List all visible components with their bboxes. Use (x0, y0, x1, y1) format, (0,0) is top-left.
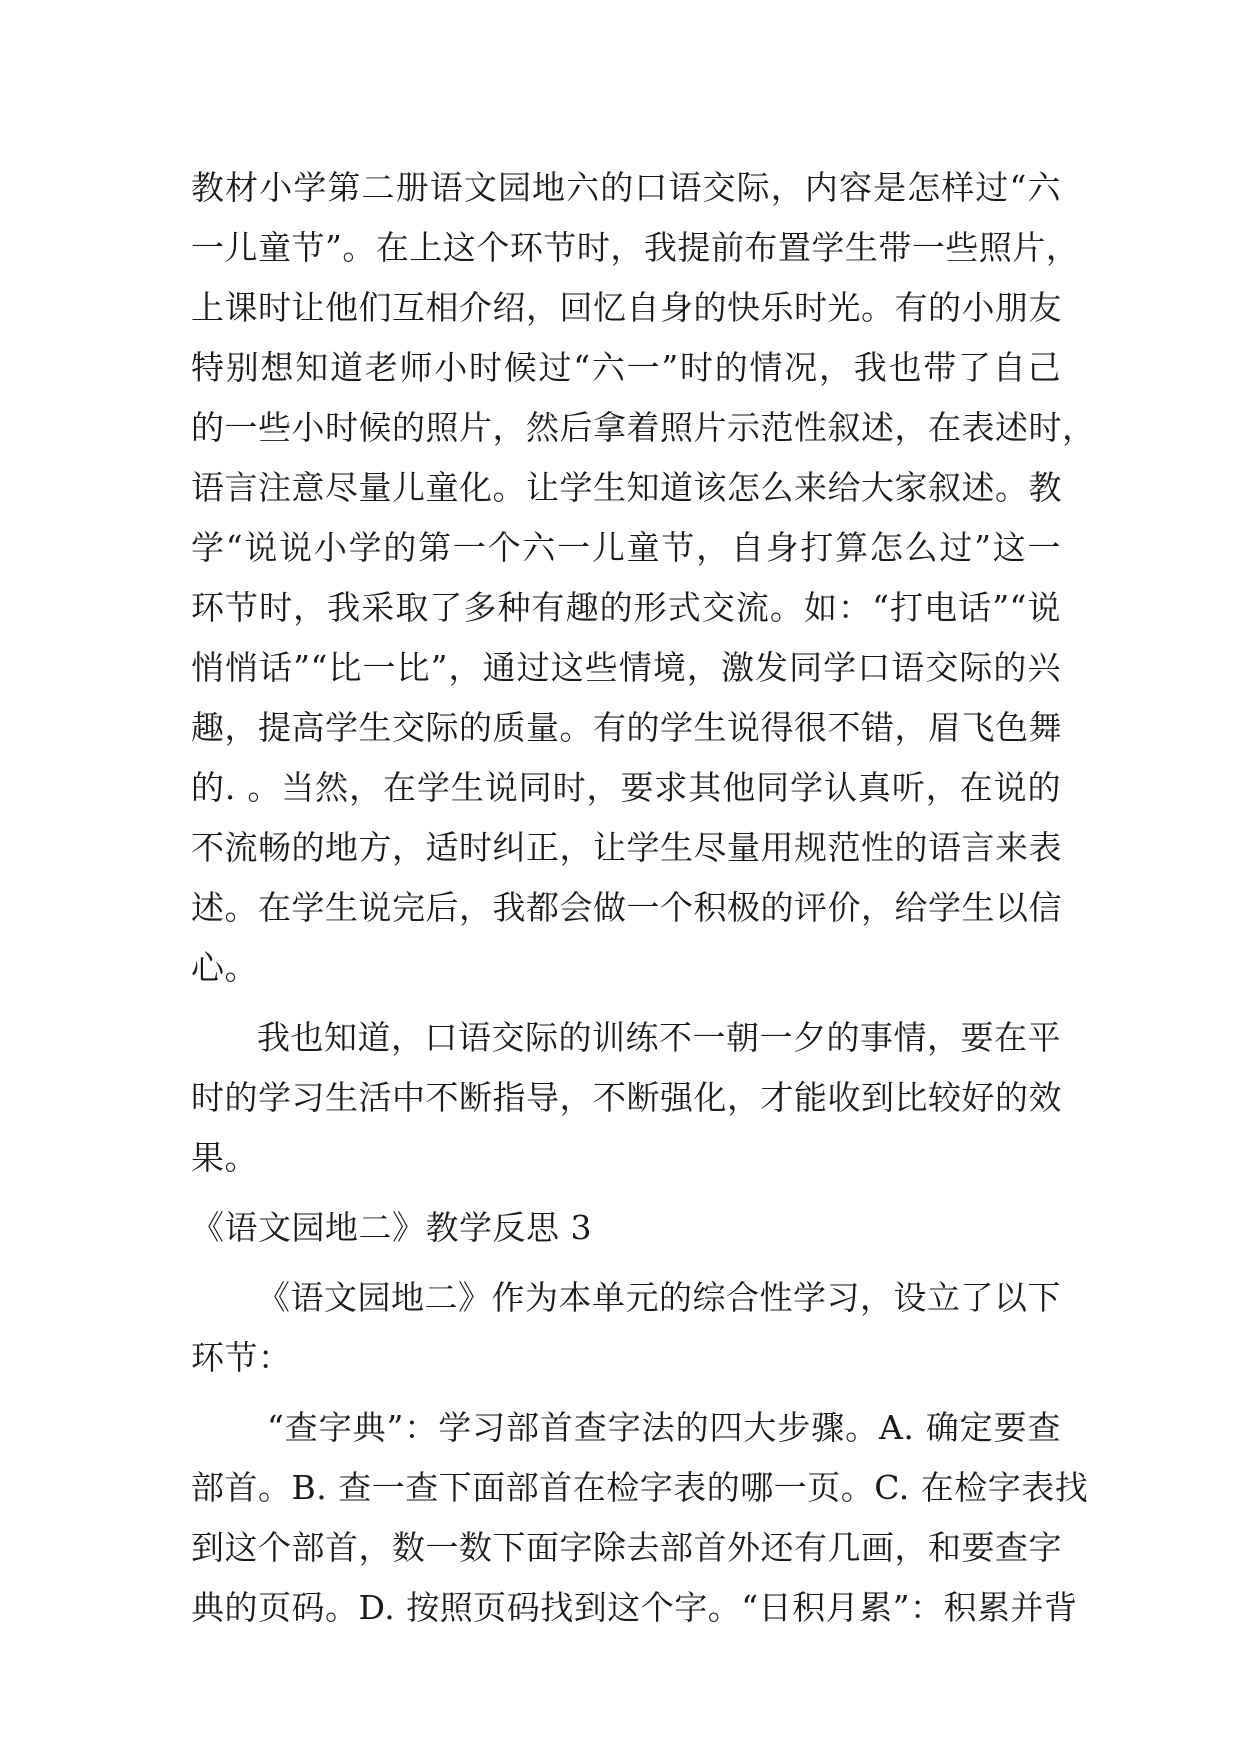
text-line: 不流畅的地方，适时纠正，让学生尽量用规范性的语言来表 (191, 828, 1062, 867)
text-line: 悄悄话”“比一比”，通过这些情境，激发同学口语交际的兴 (191, 648, 1061, 687)
text-line: 教材小学第二册语文园地六的口语交际，内容是怎样过“六 (191, 168, 1061, 207)
text-line: 的. 。当然，在学生说同时，要求其他同学认真听，在说的 (191, 768, 1061, 807)
text-line: “查字典”：学习部首查字法的四大步骤。A. 确定要查 (267, 1408, 1061, 1447)
text-line: 到这个部首，数一数下面字除去部首外还有几画，和要查字 (191, 1528, 1062, 1567)
text-line: 环节时，我采取了多种有趣的形式交流。如：“打电话”“说 (191, 588, 1061, 627)
text-line: 环节： (191, 1338, 292, 1377)
section-heading: 《语文园地二》教学反思 3 (191, 1208, 592, 1247)
text-line: 部首。B. 查一查下面部首在检字表的哪一页。C. 在检字表找 (191, 1468, 1089, 1507)
text-line: 趣，提高学生交际的质量。有的学生说得很不错，眉飞色舞 (191, 708, 1062, 747)
text-line: 上课时让他们互相介绍，回忆自身的快乐时光。有的小朋友 (191, 288, 1062, 327)
text-line: 《语文园地二》作为本单元的综合性学习，设立了以下 (257, 1278, 1061, 1317)
text-line: 语言注意尽量儿童化。让学生知道该怎么来给大家叙述。教 (191, 468, 1062, 507)
text-line: 述。在学生说完后，我都会做一个积极的评价，给学生以信 (191, 888, 1062, 927)
text-line: 特别想知道老师小时候过“六一”时的情况，我也带了自己 (191, 348, 1061, 387)
text-line: 学“说说小学的第一个六一儿童节，自身打算怎么过”这一 (191, 528, 1061, 567)
text-line: 典的页码。D. 按照页码找到这个字。“日积月累”：积累并背 (191, 1588, 1078, 1627)
text-line: 的一些小时候的照片，然后拿着照片示范性叙述，在表述时， (191, 408, 1096, 447)
text-line: 果。 (191, 1138, 258, 1177)
text-line: 一儿童节”。在上这个环节时，我提前布置学生带一些照片， (191, 228, 1080, 267)
text-line: 心。 (191, 948, 258, 987)
text-line: 我也知道，口语交际的训练不一朝一夕的事情，要在平 (257, 1018, 1061, 1057)
text-line: 时的学习生活中不断指导，不断强化，才能收到比较好的效 (191, 1078, 1062, 1117)
